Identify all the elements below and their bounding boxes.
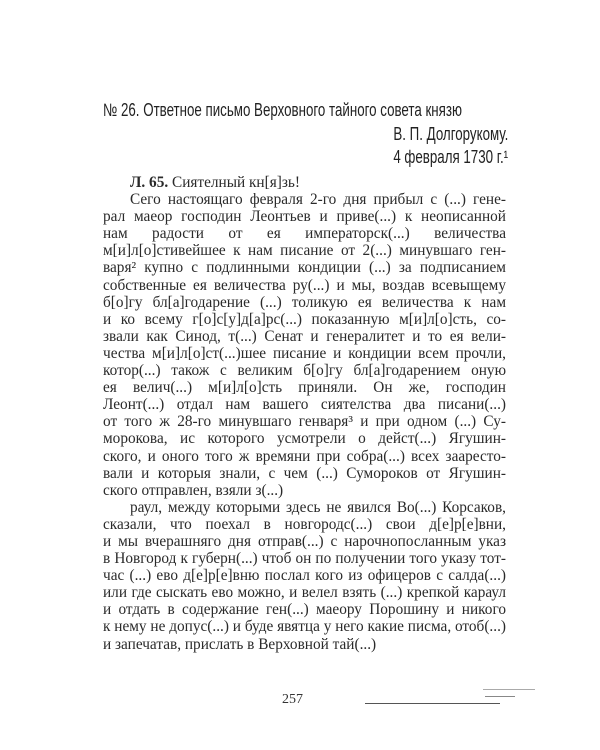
text-line: вали и которыя знали, с чем (...) Сумороков от Ягушин- [103,464,506,482]
document-heading-line1 [103,100,508,121]
text-line: ского, и оного того ж времяни при собра(...) всех заaресто- [103,447,506,465]
text-line: и отдать в содержание ген(...) маеору Порошину и никого [103,601,506,619]
salutation-text: Сиятелный кн[я]зь! [168,174,300,191]
text-line: в Новгород к губерн(...) чтоб он по получении того указу тот- [103,550,506,568]
text-line: от того ж 28-го минувшаго генваря³ и при одном (...) Су- [103,413,506,431]
text-line: раул, между которыми здесь не явился Во(...) Корсаков, [130,498,506,516]
text-line: чества м[и]л[о]ст(...)шее писание и кондиции всем прочли, [103,344,506,362]
text-line: б[о]гу бл[а]годарение (...) толикую ея величества к нам [103,293,506,311]
footer-rule [365,703,500,704]
heading-text: 4 февраля 1730 г.¹ [393,147,508,167]
text-line: варя² купно с подлинными кондиции (...) за подписанием [103,259,506,277]
text-line: морокова, ис которого усмотрели о дейст(...) Ягушин- [103,430,506,448]
text-line: собственные ея величества ру(...) и мы, воздав всевыщему [103,276,506,294]
document-heading-date [103,147,508,168]
text-line: ея велич(...) м[и]л[о]сть приняли. Он же, господин [103,379,506,397]
page-number: 257 [282,692,303,707]
text-line: или где сыскать ево можно, и велел взять (...) крепкой караул [103,584,506,602]
text-line: сказали, что поехал в новгородс(...) свои д[е]р[е]вни, [103,515,506,533]
salutation [103,174,506,191]
heading-text: № 26. Ответное письмо Верховного тайного совета князю [103,100,462,120]
text-line: рал маеор господин Леонтьев и приве(...) к неописанной [103,208,506,226]
footer-ornament-line [483,689,535,690]
text-line: м[и]л[о]стивейшее к нам писание от 2(...) минувшаго ген- [103,242,506,260]
text-line: котор(...) також с великим б[о]гу бл[а]годарением оную [103,362,506,380]
text-line: к нему не допус(...) и буде явятца у него какие писма, отоб(...) [103,618,506,636]
text-line: ского отправлен, взяли з(...) [103,481,284,499]
text-line: Леонт(...) отдал нам вашего сиятелства два писани(...) [103,396,506,414]
text-line: звали как Синод, т(...) Сенат и генералитет и то ея вели- [103,327,506,345]
text-line: час (...) ево д[е]р[е]вню послал кого из офицеров с салда(...) [103,567,506,585]
heading-text: В. П. Долгорукому. [393,124,508,144]
folio-number: Л. 65. [130,174,169,191]
text-line: и ко всему г[о]с[у]д[а]рс(...) показанную м[и]л[о]сть, со- [103,310,506,328]
text-line: нам радости от ея императорск(...) величества [103,225,506,243]
text-line: и запечатав, прислать в Верховной тай(...) [103,635,377,653]
document-body [103,174,506,653]
footer-ornament-line [485,696,515,697]
text-line: и мы вчерашняго дня отправ(...) с нарочнопосланным указ [103,532,506,550]
document-heading-line2 [103,124,508,145]
text-line: Сего настоящаго февраля 2-го дня прибыл с (...) гене- [130,191,506,209]
